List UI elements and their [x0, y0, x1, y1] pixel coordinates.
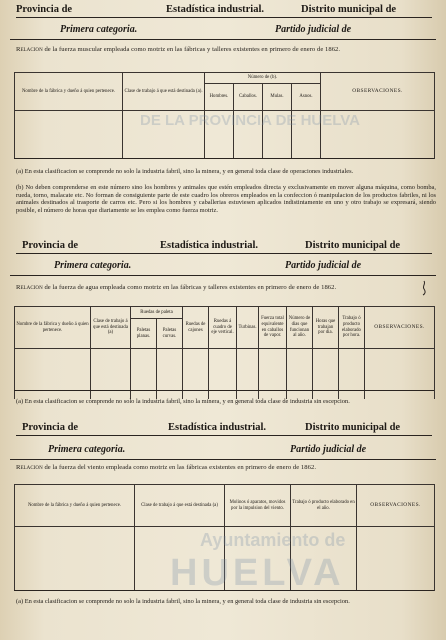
- watermark-bottom-2: HUELVA: [170, 552, 345, 594]
- table-cell[interactable]: [237, 349, 259, 399]
- categoria-label: Primera categoria.: [54, 260, 132, 271]
- subheader-rule: [10, 275, 436, 276]
- col-producto: Trabajo ó producto elaborado por hora.: [339, 307, 365, 349]
- estadistica-title: Estadística industrial.: [160, 240, 259, 251]
- col-ruedas-cajones: Ruedas de cajones: [183, 307, 209, 349]
- col-producto: Trabajo ó producto elaborado en el año.: [291, 485, 357, 527]
- table-cell[interactable]: [357, 527, 435, 591]
- relacion-text: de la fuerza de agua empleada como motriz en las fábricas y talleres existentes en primero de enero de 1862.: [44, 284, 337, 291]
- col-observaciones: OBSERVACIONES.: [321, 73, 435, 111]
- relacion-word: Relacion: [16, 464, 43, 471]
- table-cell[interactable]: [15, 111, 123, 159]
- table-cell[interactable]: [157, 349, 183, 399]
- table-cell[interactable]: [292, 111, 321, 159]
- col-molinos: Molinos ó aparatos, movidos por la impulsion del viento.: [225, 485, 291, 527]
- relacion-word: Relacion: [16, 46, 43, 53]
- col-clase: Clase de trabajo á que está destinada (a).: [123, 73, 205, 111]
- table-cell[interactable]: [225, 527, 291, 591]
- table-cell[interactable]: [365, 349, 435, 399]
- table-cell[interactable]: [15, 527, 135, 591]
- footnote-b: (b) No deben comprenderse en este número sino los hombres y animales que estén empleados directa y exclusivamente en mover alguna máquina, como bomba, rueda, torno, malacate etc. No forman de consiguiente parte de este cuadro los obreros empleados en la confeccion ó manipulacion de los productos fabriles, ni los animales destinados al trasporte de carros etc. Pero si los hombres y caballerias estuviesen aplicados indistintamente en uno y otro trabajo se expresará, siendo posible, el número de horas que diariamente se les emplea como fuerza motriz.: [16, 184, 436, 214]
- header-rule: [16, 435, 432, 436]
- table-cell[interactable]: [287, 349, 313, 399]
- col-paletas-curvas: Paletas curvas.: [157, 319, 183, 349]
- table-cell[interactable]: [209, 349, 237, 399]
- section-header: [0, 422, 446, 436]
- table-cell[interactable]: [123, 111, 205, 159]
- watermark-bottom-1: Ayuntamiento de: [200, 530, 346, 550]
- table-cell[interactable]: [291, 527, 357, 591]
- fuerza-muscular-table: [14, 72, 435, 159]
- section-header: [0, 4, 446, 18]
- partido-label: Partido judicial de: [290, 444, 367, 455]
- estadistica-title: Estadística industrial.: [166, 4, 265, 15]
- col-observaciones: OBSERVACIONES.: [357, 485, 435, 527]
- col-paletas-planas: Paletas planas.: [131, 319, 157, 349]
- provincia-label: Provincia de: [22, 240, 79, 251]
- relacion-text: de la fuerza del viento empleada como motriz en las fábricas existentes en primero de enero de 1862.: [44, 464, 317, 471]
- table-cell[interactable]: [234, 111, 263, 159]
- col-ruedas-paleta: Ruedas de paleta: [131, 307, 183, 319]
- distrito-label: Distrito municipal de: [305, 240, 401, 251]
- footnote-a: (a) En esta clasificacion se comprende no solo la industria fabril, sino la minera, y en general toda clase de industria sin escepcion.: [16, 598, 350, 605]
- col-nombre: Nombre de la fábrica y dueño á quien pertenece.: [15, 485, 135, 527]
- col-turbinas: Turbinas.: [237, 307, 259, 349]
- col-nombre: Nombre de la fábrica y dueño á quien pertenece.: [15, 307, 91, 349]
- table-cell[interactable]: [91, 349, 131, 399]
- distrito-label: Distrito municipal de: [305, 422, 401, 433]
- table-cell[interactable]: [15, 349, 91, 399]
- table-cell[interactable]: [183, 349, 209, 399]
- footnote-a: (a) En esta clasificacion se comprende no solo la industria fabril, sino la minera, y en general toda clase de operaciones industriales.: [16, 168, 354, 175]
- col-hombres: Hombres.: [205, 84, 234, 111]
- table-cell[interactable]: [313, 349, 339, 399]
- table-bottom-rule: [14, 158, 434, 159]
- col-numero: Número de (b).: [205, 73, 321, 84]
- section-subheader: [0, 260, 446, 274]
- provincia-label: Provincia de: [22, 422, 79, 433]
- col-horas-dia: Horas que trabajan por dia.: [313, 307, 339, 349]
- subheader-rule: [10, 39, 436, 40]
- table-cell[interactable]: [131, 349, 157, 399]
- col-asnos: Asnos.: [292, 84, 321, 111]
- relacion-heading: [16, 46, 436, 53]
- header-rule: [16, 253, 432, 254]
- relacion-text: de la fuerza muscular empleada como motriz en las fábricas y talleres existentes en primero de enero de 1862.: [44, 46, 341, 53]
- table-cell[interactable]: [321, 111, 435, 159]
- distrito-label: Distrito municipal de: [301, 4, 397, 15]
- table-bottom-rule: [14, 590, 434, 591]
- col-clase: Clase de trabajo á que está destinada (a): [135, 485, 225, 527]
- relacion-heading: [16, 284, 436, 291]
- categoria-label: Primera categoria.: [60, 24, 138, 35]
- table-cell[interactable]: [135, 527, 225, 591]
- partido-label: Partido judicial de: [285, 260, 362, 271]
- fuerza-agua-table: [14, 306, 435, 399]
- provincia-label: Provincia de: [16, 4, 73, 15]
- col-eje-vertical: Ruedas á cuadro de eje vertical.: [209, 307, 237, 349]
- col-mulas: Mulas.: [263, 84, 292, 111]
- col-observaciones: OBSERVACIONES.: [365, 307, 435, 349]
- col-numero-dias: Número de dias que funcionan al año.: [287, 307, 313, 349]
- table-cell[interactable]: [339, 349, 365, 399]
- subheader-rule: [10, 459, 436, 460]
- footnote-a: (a) En esta clasificacion se comprende no solo la industria fabril, sino la minera, y en general toda clase de industria sin escepcion.: [16, 398, 350, 405]
- watermark-top: DE LA PROVINCIA DE HUELVA: [140, 112, 361, 129]
- section-subheader: [0, 24, 446, 38]
- col-clase: Clase de trabajo á que está destinada (a): [91, 307, 131, 349]
- section-header: [0, 240, 446, 254]
- categoria-label: Primera categoria.: [48, 444, 126, 455]
- col-fuerza-caballos: Fuerza total equivalente en caballos de vapor.: [259, 307, 287, 349]
- section-subheader: [0, 444, 446, 458]
- header-rule: [16, 17, 432, 18]
- relacion-word: Relacion: [16, 284, 43, 291]
- table-bottom-rule: [14, 390, 434, 391]
- col-caballos: Caballos.: [234, 84, 263, 111]
- relacion-heading: [16, 464, 436, 471]
- fuerza-viento-table: [14, 484, 435, 591]
- col-nombre: Nombre de la fábrica y dueño á quien pertenece.: [15, 73, 123, 111]
- estadistica-title: Estadística industrial.: [168, 422, 267, 433]
- table-cell[interactable]: [205, 111, 234, 159]
- table-cell[interactable]: [259, 349, 287, 399]
- partido-label: Partido judicial de: [275, 24, 352, 35]
- margin-mark-icon: [420, 280, 428, 296]
- table-cell[interactable]: [263, 111, 292, 159]
